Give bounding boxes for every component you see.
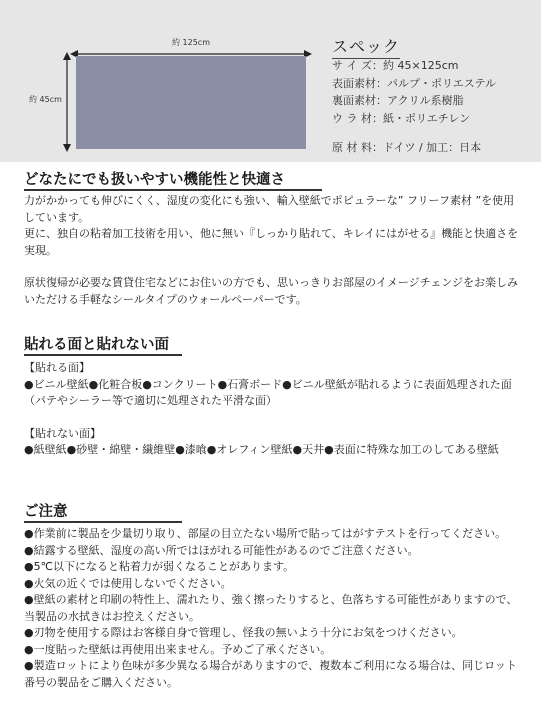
height-label: 約 45cm <box>29 95 62 104</box>
section-rule-cautions <box>24 521 182 523</box>
spec-panel <box>0 0 541 162</box>
product-swatch <box>76 56 306 149</box>
features-paragraph: 原状復帰が必要な賃貸住宅などにお住いの方でも、思いっきりお部屋のイメージチェンジをお楽しみいただける手軽なシールタイプのウォールペーパーです。 <box>24 276 519 306</box>
spec-row-origin: 原 材 料：ドイツ / 加工：日本 <box>332 141 482 154</box>
caution-item: ●5℃以下になると粘着力が弱くなることがあります。 <box>24 560 295 573</box>
caution-item: ●一度貼った壁紙は再使用出来ません。予めご了承ください。 <box>24 642 332 656</box>
spec-list <box>332 57 496 157</box>
cautions-list <box>24 526 524 691</box>
spec-title: スペック <box>332 34 400 59</box>
features-text <box>24 193 524 308</box>
spec-row-backing: 裏面素材：アクリル系樹脂 <box>332 94 464 107</box>
ok-surface-list: ●ビニル壁紙●化粧合板●コンクリート●石膏ボード●ビニル壁紙が貼れるように表面処理された面（パテやシーラー等で適切に処理された平滑な面） <box>24 377 512 407</box>
features-paragraph: 更に、独自の粘着加工技術を用い、他に無い『しっかり貼れて、キレイにはがせる』機能と快適さを実現。 <box>24 227 519 257</box>
ng-surface-label: 【貼れない面】 <box>24 426 101 440</box>
section-title-features: どなたにでも扱いやすい機能性と快適さ <box>24 172 285 188</box>
section-rule-surfaces <box>24 354 182 356</box>
height-dimension-arrow <box>62 52 72 152</box>
caution-item: ●壁紙の素材と印刷の特性上、濡れたり、強く擦ったりすると、色落ちする可能性がありますので、当製品の水拭きはお控えください。 <box>24 593 518 623</box>
spec-row-size: サ イ ズ：約 45×125cm <box>332 59 459 72</box>
width-label: 約 125cm <box>172 38 211 47</box>
caution-item: ●火気の近くでは使用しないでください。 <box>24 576 232 590</box>
surfaces-text <box>24 360 524 459</box>
ok-surface-label: 【貼れる面】 <box>24 361 90 374</box>
caution-item: ●作業前に製品を少量切り取り、部屋の目立たない場所で貼ってはがすテストを行ってください。 <box>24 527 507 540</box>
spec-row-liner: ウ ラ 材：紙・ポリエチレン <box>332 111 471 125</box>
caution-item: ●製造ロットにより色味が多少異なる場合がありますので、複数本ご利用になる場合は、同じロット番号の製品をご購入ください。 <box>24 659 517 689</box>
features-paragraph: 力がかかっても伸びにくく、湿度の変化にも強い、輸入壁紙でポピュラーな” フリーフ素材 ”を使用しています。 <box>24 194 515 224</box>
spec-row-surface: 表面素材：パルプ・ポリエステル <box>332 76 497 90</box>
ng-surface-list: ●紙壁紙●砂壁・綿壁・繊維壁●漆喰●オレフィン壁紙●天井●表面に特殊な加工のしてある壁紙 <box>24 443 499 456</box>
caution-item: ●結露する壁紙、湿度の高い所ではほがれる可能性があるのでご注意ください。 <box>24 543 419 557</box>
caution-item: ●刃物を使用する際はお客様自身で管理し、怪我の無いよう十分にお気をつけください。 <box>24 626 463 639</box>
section-title-cautions: ご注意 <box>24 504 68 520</box>
section-title-surfaces: 貼れる面と貼れない面 <box>24 337 169 353</box>
section-rule-features <box>24 189 322 191</box>
